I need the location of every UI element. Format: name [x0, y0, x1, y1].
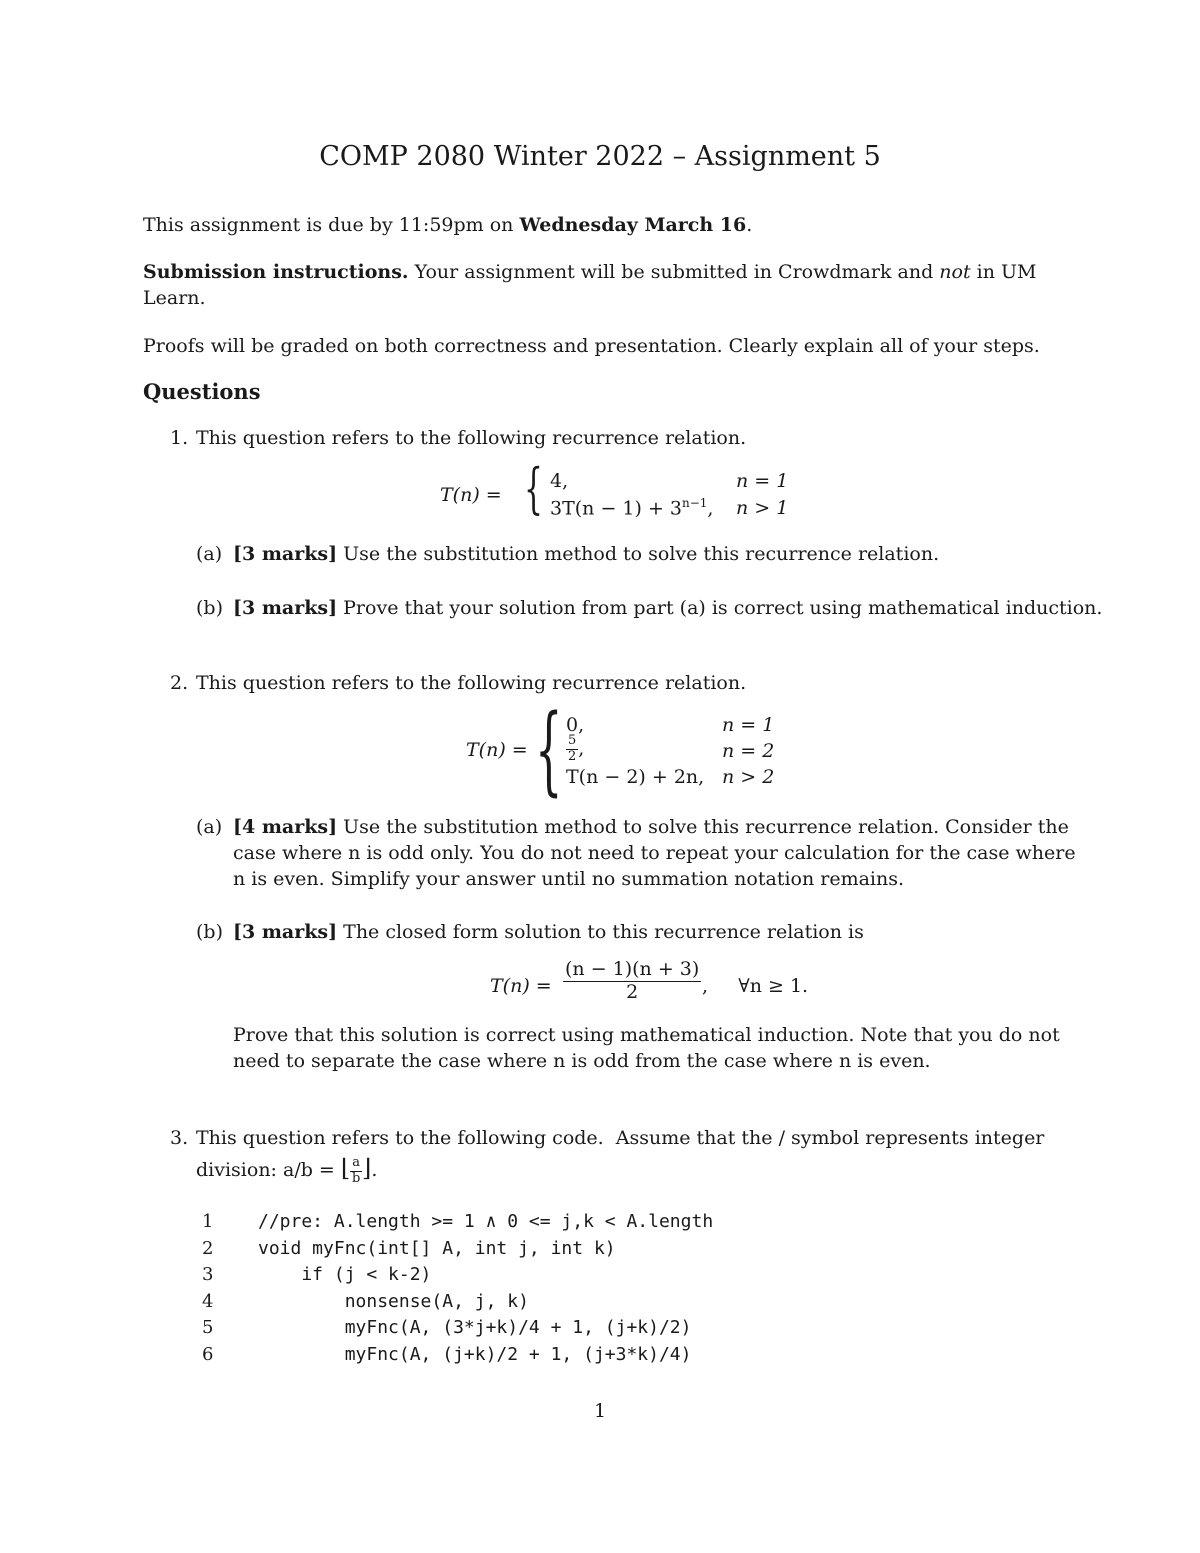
q1-b-text: Prove that your solution from part (a) is correct using mathematical induction.	[337, 597, 1103, 619]
q3-floor-den: b	[351, 1170, 361, 1186]
q2-b-text: The closed form solution to this recurrence relation is	[337, 921, 864, 943]
q2-intro: This question refers to the following recurrence relation.	[196, 672, 747, 694]
q2-case2-num: 5	[568, 733, 577, 748]
due-line	[143, 212, 752, 239]
q2-closed-lhs: T(n) =	[490, 975, 552, 997]
q2-lhs: T(n) =	[466, 739, 528, 761]
q1-number: 1.	[170, 427, 189, 449]
submission-line-2: Learn.	[143, 287, 206, 309]
q1-case2-cond: n > 1	[736, 497, 789, 519]
floor-right: ⌋	[362, 1154, 372, 1182]
q1-intro: This question refers to the following recurrence relation.	[196, 427, 747, 449]
q2-a-line-2: case where n is odd only. You do not need to repeat your calculation for the case where	[233, 842, 1076, 864]
submission-text-1: Your assignment will be submitted in Crowdmark and	[408, 261, 940, 283]
q2-closed-frac	[563, 959, 701, 1004]
q2-case3-expr: T(n − 2) + 2n,	[566, 766, 705, 788]
code-line-number: 5	[202, 1317, 214, 1339]
q2-case3-cond: n > 2	[722, 766, 775, 788]
page-number: 1	[593, 1400, 607, 1422]
q2-closed-tail: , ∀n ≥ 1.	[702, 975, 809, 997]
q1-case2-expr: 3T(n − 1) + 3	[550, 497, 682, 520]
questions-heading: Questions	[143, 379, 261, 404]
q1-a	[233, 541, 939, 568]
code-line: myFnc(A, (3*j+k)/4 + 1, (j+k)/2)	[258, 1317, 692, 1339]
q2-case2-den: 2	[568, 748, 577, 764]
q3-intro-2-end: .	[371, 1159, 378, 1181]
q1-a-marks: [3 marks]	[233, 543, 338, 565]
q1-brace: {	[524, 457, 543, 520]
q1-a-label: (a)	[196, 543, 223, 565]
q2-closed-num: (n − 1)(n + 3)	[565, 958, 700, 980]
q2-case2-cond: n = 2	[722, 740, 775, 762]
q2-a-text-1: Use the substitution method to solve this recurrence relation. Consider the	[337, 816, 1069, 838]
q2-number: 2.	[170, 672, 189, 694]
code-line-number: 2	[202, 1237, 214, 1259]
q1-a-text: Use the substitution method to solve this recurrence relation.	[337, 543, 940, 565]
q2-b-line-2: Prove that this solution is correct using mathematical induction. Note that you do not	[233, 1024, 1060, 1046]
code-line: nonsense(A, j, k)	[258, 1290, 529, 1312]
q2-case2-frac	[566, 734, 578, 765]
q2-b-label: (b)	[196, 921, 223, 943]
q2-a-line-3: n is even. Simplify your answer until no summation notation remains.	[233, 868, 905, 890]
q3-floor-frac	[350, 1156, 362, 1187]
floor-left: ⌊	[340, 1154, 351, 1182]
q2-case2-comma: ,	[578, 737, 585, 760]
q1-b-marks: [3 marks]	[233, 597, 338, 619]
code-line: if (j < k-2)	[258, 1264, 432, 1286]
q1-case1-cond: n = 1	[736, 470, 789, 492]
proofs-note: Proofs will be graded on both correctness and presentation. Clearly explain all of your steps.	[143, 335, 1040, 357]
q2-case1-cond: n = 1	[722, 714, 775, 736]
q1-case2-sup: n−1	[682, 496, 708, 510]
code-line: myFnc(A, (j+k)/2 + 1, (j+3*k)/4)	[258, 1344, 692, 1365]
q1-case1-expr: 4,	[550, 470, 569, 492]
q2-case2	[566, 734, 584, 765]
code-line-number: 6	[202, 1344, 214, 1365]
q1-b-label: (b)	[196, 597, 223, 619]
q1-lhs: T(n) =	[440, 484, 502, 506]
submission-line-1	[143, 259, 1036, 286]
q3-floor-num: a	[352, 1154, 361, 1170]
code-line-number: 3	[202, 1264, 214, 1286]
q2-case1-expr: 0,	[566, 714, 585, 736]
q3-number: 3.	[170, 1127, 189, 1149]
due-suffix: .	[746, 214, 753, 236]
q1-case2	[550, 495, 713, 522]
q3-intro-2-text: division: a/b =	[196, 1159, 341, 1181]
q2-a-label: (a)	[196, 816, 223, 838]
due-prefix: This assignment is due by 11:59pm on	[143, 214, 520, 236]
q3-intro-2	[196, 1152, 377, 1186]
q2-a-line-1	[233, 814, 1069, 841]
submission-label: Submission instructions.	[143, 261, 409, 283]
q1-b	[233, 595, 1102, 622]
q2-brace: {	[535, 694, 563, 806]
submission-emph: not	[939, 261, 971, 283]
code-line-number: 4	[202, 1290, 214, 1312]
q3-intro-1: This question refers to the following code. Assume that the / symbol represents integer	[196, 1127, 1045, 1149]
submission-text-2: in UM	[970, 261, 1037, 283]
q2-closed-den: 2	[626, 980, 639, 1003]
code-line: void myFnc(int[] A, int j, int k)	[258, 1237, 616, 1259]
document-title: COMP 2080 Winter 2022 – Assignment 5	[319, 141, 881, 172]
due-date: Wednesday March 16	[519, 214, 747, 236]
q2-b-line-1	[233, 919, 864, 946]
code-line-number: 1	[202, 1211, 214, 1232]
q2-b-marks: [3 marks]	[233, 921, 338, 943]
q1-case2-comma: ,	[707, 497, 714, 520]
q2-a-marks: [4 marks]	[233, 816, 338, 838]
q2-b-line-3: need to separate the case where n is odd from the case where n is even.	[233, 1050, 931, 1072]
code-line: //pre: A.length >= 1 ∧ 0 <= j,k < A.length	[258, 1211, 714, 1232]
